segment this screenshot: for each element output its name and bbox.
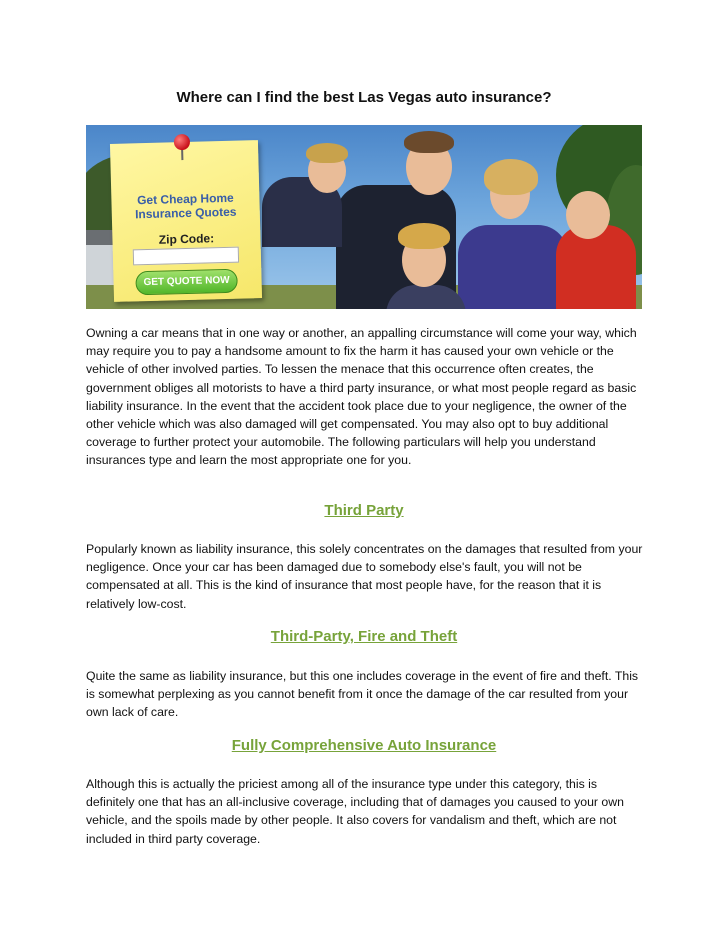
section-heading-third-party: Third Party [324, 502, 404, 519]
section-body-comprehensive: Although this is actually the priciest among all of the insurance type under this category, this is definitely one that has an all-inclusive coverage, including that of damages you caused to your own vehicle, and the spoils made by other people. It also covers for vandalism and theft, which are not included in third party coverage. [86, 777, 624, 846]
pushpin-icon [174, 134, 190, 150]
section-heading-comprehensive: Fully Comprehensive Auto Insurance [231, 737, 497, 754]
zip-code-label: Zip Code: [158, 231, 215, 247]
intro-paragraph: Owning a car means that in one way or another, an appalling circumstance will come your way, which may require you to pay a handsome amount to fix the harm it has caused your own vehicle or the vehicle of other involved parties. To lessen the menace that this occurrence often creates, the government obliges all motorists to have a third party insurance, or what most people regard as basic liability insurance. In the event that the accident took place due to your negligence, the owner of the other vehicle which was also damaged will get compensated. You may also opt to buy additional coverage to further protect your automobile. The following particulars will help you understand insurances type and learn the most appropriate one for you. [86, 326, 637, 468]
get-quote-button[interactable]: GET QUOTE NOW [135, 269, 238, 296]
section-heading-fire-theft: Third-Party, Fire and Theft [270, 628, 458, 645]
section-body-third-party: Popularly known as liability insurance, this solely concentrates on the damages that resulted from your negligence. Once your car has been damaged due to somebody else's fault, you will not be compensated at all. This is the kind of insurance that most people have, for the reason that it is relatively low-cost. [86, 542, 643, 611]
quote-sticky-note [110, 140, 262, 302]
note-heading [111, 190, 260, 222]
hero-banner [86, 125, 642, 309]
page-title: Where can I find the best Las Vegas auto insurance? [176, 89, 552, 106]
section-body-fire-theft: Quite the same as liability insurance, but this one includes coverage in the event of fire and theft. This is somewhat perplexing as you cannot benefit from it once the damage of the car resulted from your own lack of care. [86, 669, 639, 720]
zip-code-input[interactable] [133, 247, 239, 266]
note-heading-line2: Insurance Quotes [134, 204, 237, 222]
note-heading-line1: Get Cheap Home [136, 190, 234, 208]
